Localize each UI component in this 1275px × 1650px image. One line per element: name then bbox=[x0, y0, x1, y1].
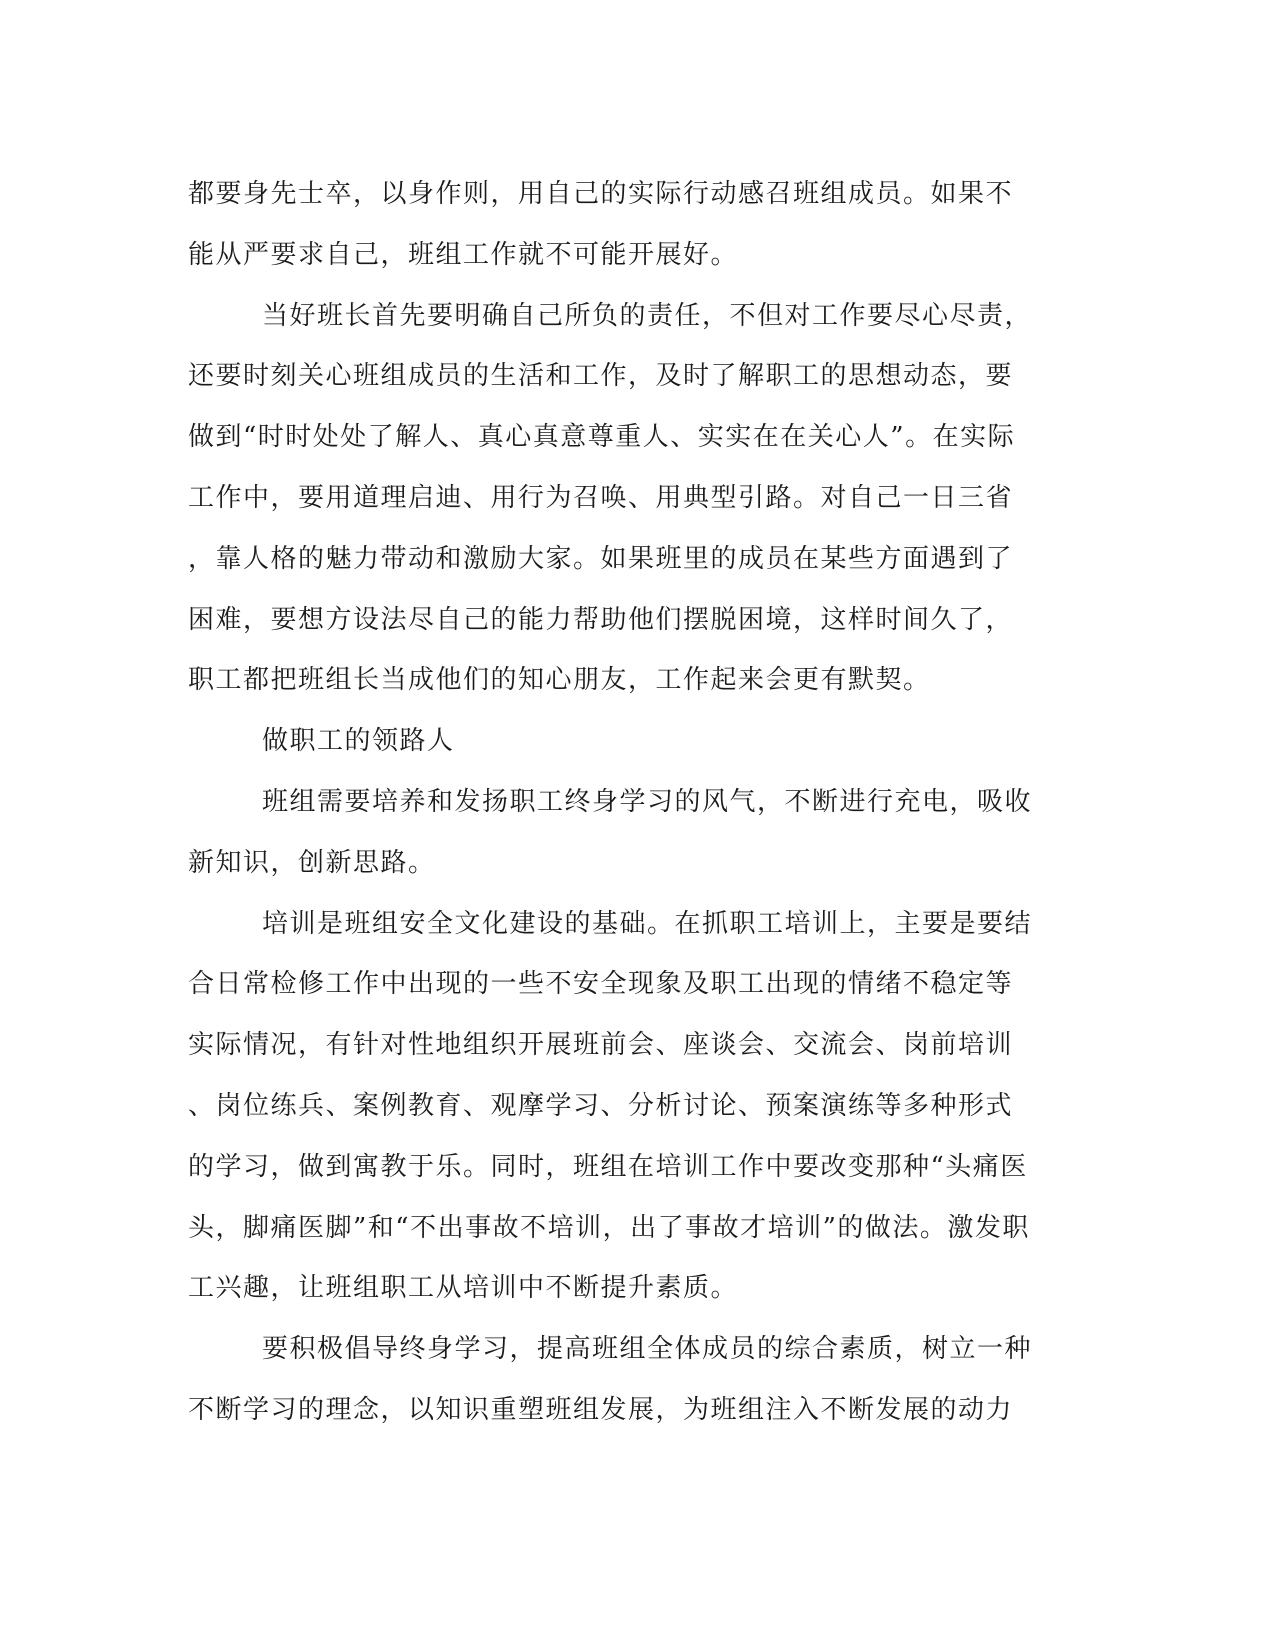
section-heading: 做职工的领路人 bbox=[262, 726, 455, 757]
text-line: 职工都把班组长当成他们的知心朋友，工作起来会更有默契。 bbox=[188, 665, 931, 696]
text-line: 困难，要想方设法尽自己的能力帮助他们摆脱困境，这样时间久了， bbox=[188, 604, 1014, 635]
text-line: 还要时刻关心班组成员的生活和工作，及时了解职工的思想动态，要 bbox=[188, 361, 1014, 392]
body-text bbox=[188, 160, 1068, 1441]
paragraph-start-line: 班组需要培养和发扬职工终身学习的风气，不断进行充电，吸收 bbox=[262, 786, 1033, 817]
text-line: 、岗位练兵、案例教育、观摩学习、分析讨论、预案演练等多种形式 bbox=[188, 1090, 1014, 1121]
text-line: ，靠人格的魅力带动和激励大家。如果班里的成员在某些方面遇到了 bbox=[188, 543, 1014, 574]
text-line: 头，脚痛医脚”和“不出事故不培训，出了事故才培训”的做法。激发职 bbox=[188, 1212, 1030, 1243]
text-line: 新知识，创新思路。 bbox=[188, 847, 436, 878]
text-line: 不断学习的理念，以知识重塑班组发展，为班组注入不断发展的动力 bbox=[188, 1394, 1014, 1425]
text-line: 的学习，做到寓教于乐。同时，班组在培训工作中要改变那种“头痛医 bbox=[188, 1151, 1028, 1182]
paragraph-start-line: 当好班长首先要明确自己所负的责任，不但对工作要尽心尽责， bbox=[262, 300, 1033, 331]
text-line: 合日常检修工作中出现的一些不安全现象及职工出现的情绪不稳定等 bbox=[188, 969, 1014, 1000]
text-line: 做到“时时处处了解人、真心真意尊重人、实实在在关心人”。在实际 bbox=[188, 422, 1016, 453]
paragraph-start-line: 要积极倡导终身学习，提高班组全体成员的综合素质，树立一种 bbox=[262, 1334, 1033, 1365]
text-line: 工作中，要用道理启迪、用行为召唤、用典型引路。对自己一日三省 bbox=[188, 482, 1014, 513]
text-line: 能从严要求自己，班组工作就不可能开展好。 bbox=[188, 239, 739, 270]
text-line: 都要身先士卒，以身作则，用自己的实际行动感召班组成员。如果不 bbox=[188, 179, 1014, 209]
paragraph-start-line: 培训是班组安全文化建设的基础。在抓职工培训上，主要是要结 bbox=[262, 908, 1033, 939]
text-line: 工兴趣，让班组职工从培训中不断提升素质。 bbox=[188, 1273, 739, 1304]
text-line: 实际情况，有针对性地组织开展班前会、座谈会、交流会、岗前培训 bbox=[188, 1030, 1014, 1061]
